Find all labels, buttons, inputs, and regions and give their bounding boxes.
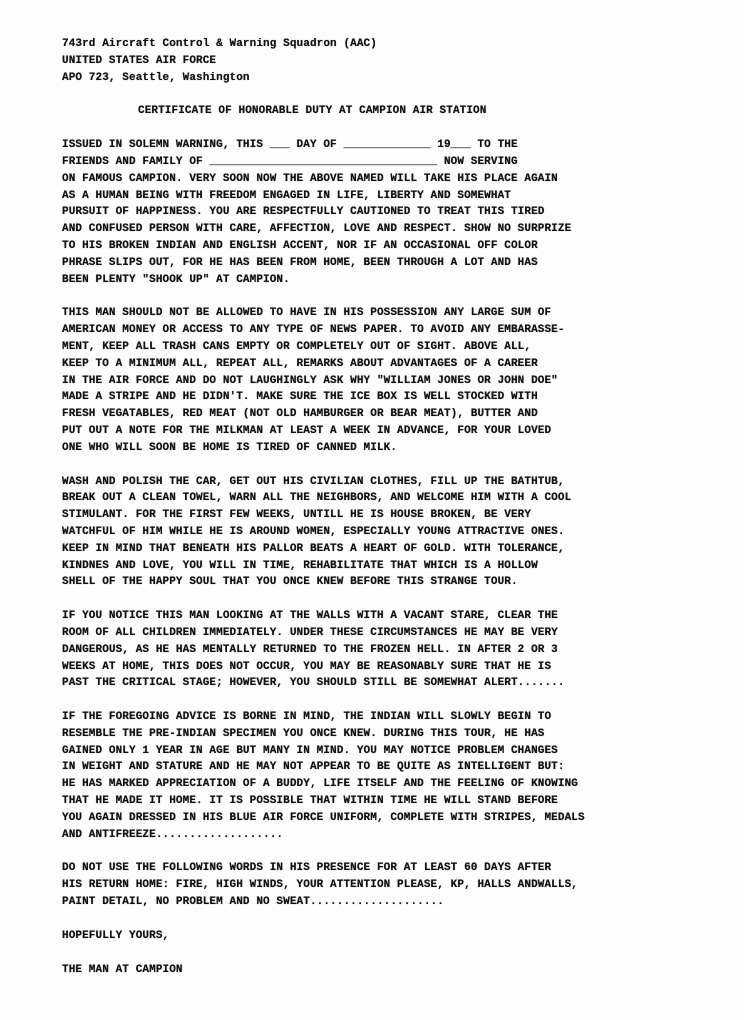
certificate-text xyxy=(62,36,714,978)
paragraph-line: BEEN PLENTY "SHOOK UP" AT CAMPION. xyxy=(62,273,290,286)
paragraph-line: AND CONFUSED PERSON WITH CARE, AFFECTION, LOVE AND RESPECT. SHOW NO SURPRIZE xyxy=(62,223,572,236)
paragraph-line: PURSUIT OF HAPPINESS. YOU ARE RESPECTFULLY CAUTIONED TO TREAT THIS TIRED xyxy=(62,206,545,219)
paragraph-gap xyxy=(62,457,714,474)
closing-block xyxy=(62,928,714,979)
paragraph-line: IF YOU NOTICE THIS MAN LOOKING AT THE WALLS WITH A VACANT STARE, CLEAR THE xyxy=(62,610,558,623)
paragraph-gap xyxy=(62,591,714,608)
paragraph-gap xyxy=(62,843,714,860)
paragraph-line: HE HAS MARKED APPRECIATION OF A BUDDY, LIFE ITSELF AND THE FEELING OF KNOWING xyxy=(62,778,578,791)
paragraph-line: PAINT DETAIL, NO PROBLEM AND NO SWEAT.................... xyxy=(62,896,444,909)
title-block xyxy=(62,103,714,120)
paragraph-line: STIMULANT. FOR THE FIRST FEW WEEKS, UNTILL HE IS HOUSE BROKEN, BE VERY xyxy=(62,509,532,522)
paragraph-line: BREAK OUT A CLEAN TOWEL, WARN ALL THE NEIGHBORS, AND WELCOME HIM WITH A COOL xyxy=(62,492,572,505)
paragraph-forbidden-words xyxy=(62,860,714,910)
paragraph-line: ROOM OF ALL CHILDREN IMMEDIATELY. UNDER THESE CIRCUMSTANCES HE MAY BE VERY xyxy=(62,626,558,639)
paragraph-line: ISSUED IN SOLEMN WARNING, THIS ___ DAY OF _____________ 19___ TO THE xyxy=(62,139,518,152)
paragraph-line: WASH AND POLISH THE CAR, GET OUT HIS CIVILIAN CLOTHES, FILL UP THE BATHTUB, xyxy=(62,475,565,488)
paragraph-gap xyxy=(62,911,714,928)
paragraph-line: FRESH VEGATABLES, RED MEAT (NOT OLD HAMBURGER OR BEAR MEAT), BUTTER AND xyxy=(62,408,538,421)
paragraph-gap xyxy=(62,288,714,305)
paragraph-line: KEEP TO A MINIMUM ALL, REPEAT ALL, REMARKS ABOUT ADVANTAGES OF A CAREER xyxy=(62,357,538,370)
paragraph-line: DO NOT USE THE FOLLOWING WORDS IN HIS PRESENCE FOR AT LEAST 60 DAYS AFTER xyxy=(62,862,552,875)
paragraph-welcome-home xyxy=(62,474,714,592)
org-line-unit: 743rd Aircraft Control & Warning Squadron (AAC) xyxy=(62,38,377,50)
paragraph-line: IN WEIGHT AND STATURE AND HE MAY NOT APPEAR TO BE QUITE AS INTELLIGENT BUT: xyxy=(62,761,565,774)
paragraph-line: ONE WHO WILL SOON BE HOME IS TIRED OF CANNED MILK. xyxy=(62,441,398,454)
paragraph-line: AND ANTIFREEZE................... xyxy=(62,828,284,841)
paragraph-line: IN THE AIR FORCE AND DO NOT LAUGHINGLY ASK WHY "WILLIAM JONES OR JOHN DOE" xyxy=(62,374,558,387)
paragraph-line: AS A HUMAN BEING WITH FREEDOM ENGAGED IN LIFE, LIBERTY AND SOMEWHAT xyxy=(62,189,511,202)
closing-salutation: HOPEFULLY YOURS, xyxy=(62,929,170,942)
paragraph-line: DANGEROUS, AS HE HAS MENTALLY RETURNED TO THE FROZEN HELL. IN AFTER 2 OR 3 xyxy=(62,643,558,656)
paragraph-gap xyxy=(62,945,714,962)
paragraph-line: KINDNES AND LOVE, YOU WILL IN TIME, REHABILITATE THAT WHICH IS A HOLLOW xyxy=(62,559,538,572)
org-line-service: UNITED STATES AIR FORCE xyxy=(62,54,217,67)
paragraph-line: KEEP IN MIND THAT BENEATH HIS PALLOR BEATS A HEART OF GOLD. WITH TOLERANCE, xyxy=(62,542,565,555)
paragraph-line: PUT OUT A NOTE FOR THE MILKMAN AT LEAST A WEEK IN ADVANCE, FOR YOUR LOVED xyxy=(62,424,552,437)
org-header xyxy=(62,36,714,86)
paragraph-gap xyxy=(62,692,714,709)
paragraph-line: TO HIS BROKEN INDIAN AND ENGLISH ACCENT, NOR IF AN OCCASIONAL OFF COLOR xyxy=(62,239,538,252)
paragraph-line: WATCHFUL OF HIM WHILE HE IS AROUND WOMEN, ESPECIALLY YOUNG ATTRACTIVE ONES. xyxy=(62,525,565,538)
paragraph-line: FRIENDS AND FAMILY OF __________________________________ NOW SERVING xyxy=(62,155,518,168)
paragraph-line: THIS MAN SHOULD NOT BE ALLOWED TO HAVE IN HIS POSSESSION ANY LARGE SUM OF xyxy=(62,307,552,320)
paragraph-line: PAST THE CRITICAL STAGE; HOWEVER, YOU SHOULD STILL BE SOMEWHAT ALERT....... xyxy=(62,677,565,690)
paragraph-foregoing-advice xyxy=(62,709,714,843)
paragraph-money-and-news xyxy=(62,305,714,456)
paragraph-line: PHRASE SLIPS OUT, FOR HE HAS BEEN FROM HOME, BEEN THROUGH A LOT AND HAS xyxy=(62,256,538,269)
paragraph-line: IF THE FOREGOING ADVICE IS BORNE IN MIND, THE INDIAN WILL SLOWLY BEGIN TO xyxy=(62,711,552,724)
intro-paragraph xyxy=(62,137,714,288)
paragraph-line: WEEKS AT HOME, THIS DOES NOT OCCUR, YOU MAY BE REASONABLY SURE THAT HE IS xyxy=(62,660,552,673)
paragraph-line: THAT HE MADE IT HOME. IT IS POSSIBLE THAT WITHIN TIME HE WILL STAND BEFORE xyxy=(62,795,558,808)
paragraph-line: ON FAMOUS CAMPION. VERY SOON NOW THE ABOVE NAMED WILL TAKE HIS PLACE AGAIN xyxy=(62,172,558,185)
paragraph-line: AMERICAN MONEY OR ACCESS TO ANY TYPE OF NEWS PAPER. TO AVOID ANY EMBARASSE- xyxy=(62,324,565,337)
paragraph-line: SHELL OF THE HAPPY SOUL THAT YOU ONCE KNEW BEFORE THIS STRANGE TOUR. xyxy=(62,576,518,589)
paragraph-vacant-stare xyxy=(62,608,714,692)
paragraph-line: RESEMBLE THE PRE-INDIAN SPECIMEN YOU ONCE KNEW. DURING THIS TOUR, HE HAS xyxy=(62,727,545,740)
paragraph-line: MADE A STRIPE AND HE DIDN'T. MAKE SURE THE ICE BOX IS WELL STOCKED WITH xyxy=(62,391,538,404)
paragraph-line: YOU AGAIN DRESSED IN HIS BLUE AIR FORCE UNIFORM, COMPLETE WITH STRIPES, MEDALS xyxy=(62,811,585,824)
paragraph-line: HIS RETURN HOME: FIRE, HIGH WINDS, YOUR ATTENTION PLEASE, KP, HALLS ANDWALLS, xyxy=(62,879,578,892)
signature: THE MAN AT CAMPION xyxy=(62,963,183,976)
page-title: CERTIFICATE OF HONORABLE DUTY AT CAMPION AIR STATION xyxy=(138,105,487,118)
paragraph-line: GAINED ONLY 1 YEAR IN AGE BUT MANY IN MIND. YOU MAY NOTICE PROBLEM CHANGES xyxy=(62,744,558,757)
org-line-address: APO 723, Seattle, Washington xyxy=(62,71,250,84)
paragraph-line: MENT, KEEP ALL TRASH CANS EMPTY OR COMPLETELY OUT OF SIGHT. ABOVE ALL, xyxy=(62,340,532,353)
